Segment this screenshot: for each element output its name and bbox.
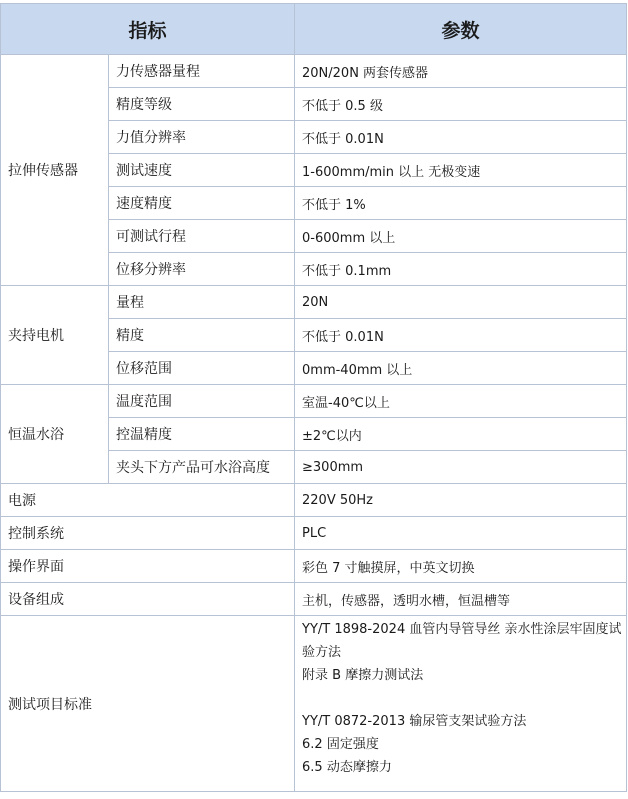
header-row (1, 4, 627, 55)
row-value: 220V 50Hz (295, 484, 627, 517)
standard-line: YY/T 0872-2013 输尿管支架试验方法 (302, 714, 527, 729)
row-value: 20N/20N 两套传感器 (295, 55, 627, 88)
group-label: 夹持电机 (1, 286, 109, 385)
row-value: ≥300mm (295, 451, 627, 484)
header-parameter: 参数 (295, 4, 627, 55)
standard-line: 附录 B 摩擦力测试法 (302, 668, 424, 683)
row-value: 20N (295, 286, 627, 319)
row-value: 不低于 0.01N (295, 319, 627, 352)
row-label: 位移分辨率 (109, 253, 295, 286)
header-indicator: 指标 (1, 4, 295, 55)
row-value: 0mm-40mm 以上 (295, 352, 627, 385)
standard-line: YY/T 1898-2024 血管内导管导丝 亲水性涂层牢固度试验方法 (302, 622, 622, 660)
table-row (1, 517, 627, 550)
row-label: 控温精度 (109, 418, 295, 451)
row-label: 力值分辨率 (109, 121, 295, 154)
row-label: 位移范围 (109, 352, 295, 385)
row-label: 量程 (109, 286, 295, 319)
standards-value (295, 616, 627, 792)
table-row (1, 55, 627, 88)
row-label: 夹头下方产品可水浴高度 (109, 451, 295, 484)
row-label: 温度范围 (109, 385, 295, 418)
row-value: 室温-40℃以上 (295, 385, 627, 418)
spec-table (0, 3, 627, 792)
table-row (1, 385, 627, 418)
table-row (1, 583, 627, 616)
row-value: 不低于 1% (295, 187, 627, 220)
row-value: 1-600mm/min 以上 无极变速 (295, 154, 627, 187)
group-label: 拉伸传感器 (1, 55, 109, 286)
row-value: ±2℃以内 (295, 418, 627, 451)
standard-line: 6.5 动态摩擦力 (302, 760, 392, 775)
row-label: 电源 (1, 484, 295, 517)
row-label: 设备组成 (1, 583, 295, 616)
standards-label: 测试项目标准 (1, 616, 295, 792)
standard-line: 6.2 固定强度 (302, 737, 379, 752)
row-value: 彩色 7 寸触摸屏，中英文切换 (295, 550, 627, 583)
row-value: 不低于 0.01N (295, 121, 627, 154)
row-label: 测试速度 (109, 154, 295, 187)
row-value: PLC (295, 517, 627, 550)
row-label: 精度 (109, 319, 295, 352)
row-label: 速度精度 (109, 187, 295, 220)
table-row (1, 550, 627, 583)
standards-row (1, 616, 627, 792)
group-label: 恒温水浴 (1, 385, 109, 484)
table-row (1, 286, 627, 319)
standard-line (302, 687, 626, 710)
row-label: 控制系统 (1, 517, 295, 550)
row-label: 可测试行程 (109, 220, 295, 253)
row-label: 力传感器量程 (109, 55, 295, 88)
row-label: 操作界面 (1, 550, 295, 583)
row-value: 0-600mm 以上 (295, 220, 627, 253)
row-value: 不低于 0.1mm (295, 253, 627, 286)
row-value: 不低于 0.5 级 (295, 88, 627, 121)
row-value: 主机，传感器，透明水槽，恒温槽等 (295, 583, 627, 616)
table-row (1, 484, 627, 517)
row-label: 精度等级 (109, 88, 295, 121)
